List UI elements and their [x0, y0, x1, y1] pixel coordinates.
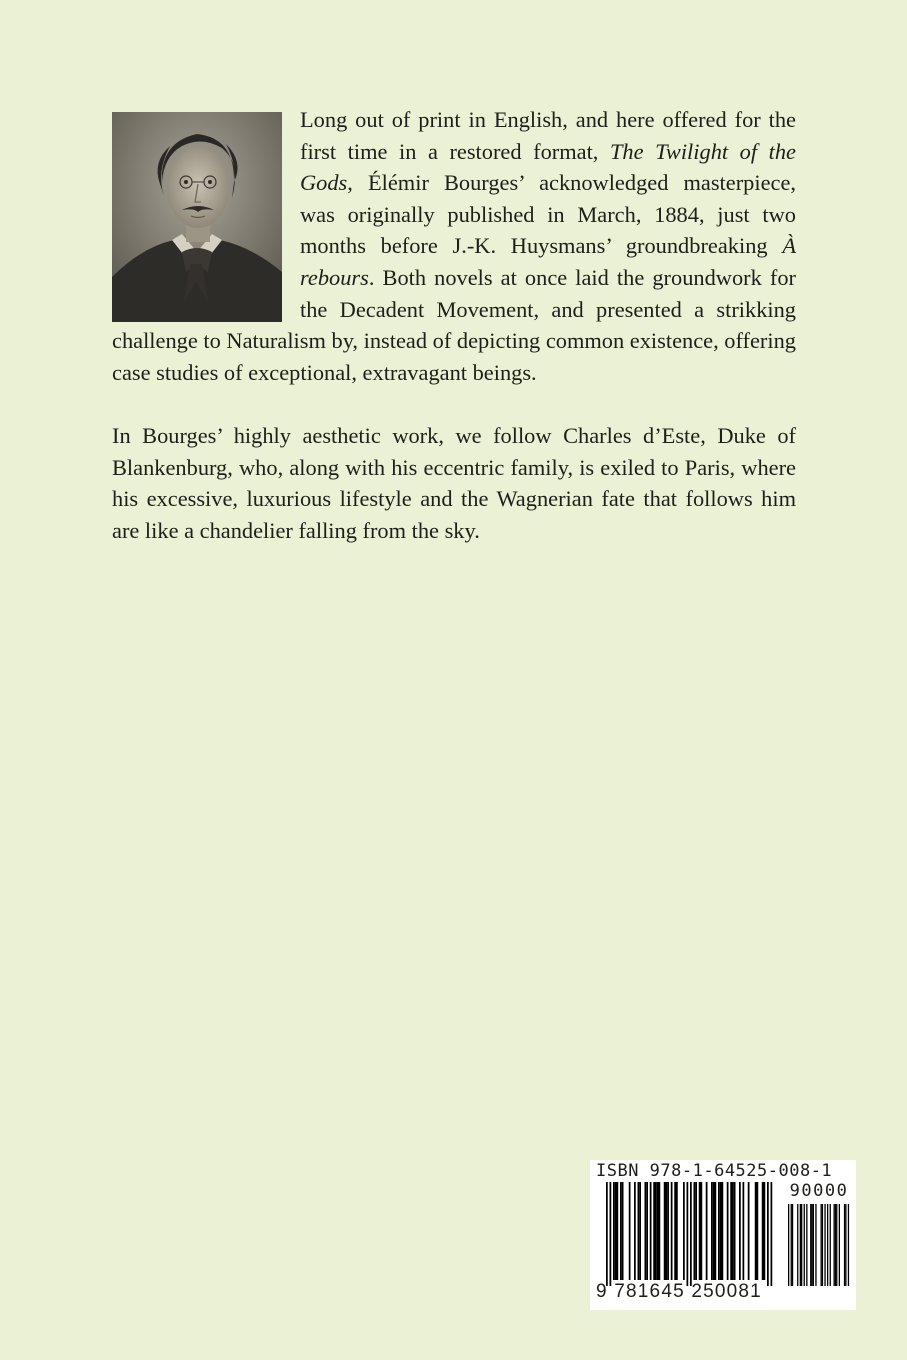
addon-bar [788, 1204, 789, 1286]
barcode-bar [683, 1182, 685, 1280]
addon-bar [813, 1204, 814, 1286]
addon-bar [836, 1204, 837, 1286]
barcode-bar [739, 1182, 741, 1280]
barcode-bar [718, 1182, 720, 1280]
barcode-bar [757, 1182, 759, 1280]
addon-bar [834, 1204, 835, 1286]
addon-bar [801, 1204, 802, 1286]
portrait-spacer [112, 104, 282, 318]
barcode-bar [730, 1182, 732, 1280]
barcode-bar [695, 1182, 697, 1280]
barcode-bar [699, 1182, 701, 1280]
barcode-bar [610, 1182, 612, 1286]
addon-bar [822, 1204, 823, 1286]
barcode-bar [720, 1182, 722, 1280]
barcode-bar [722, 1182, 724, 1280]
barcode-bar [690, 1182, 692, 1286]
barcode-bar [755, 1182, 757, 1280]
barcode-bar [734, 1182, 736, 1280]
barcode-bar [653, 1182, 655, 1280]
barcode-bar [743, 1182, 745, 1280]
barcode-bar [639, 1182, 641, 1280]
barcode-bar [727, 1182, 729, 1280]
barcode-bar [638, 1182, 640, 1280]
addon-bar [810, 1204, 811, 1286]
addon-bar [797, 1204, 798, 1286]
barcode-bar [622, 1182, 624, 1280]
barcode-bar [694, 1182, 696, 1280]
addon-bar [845, 1204, 846, 1286]
addon-bar [804, 1204, 805, 1286]
barcode-bar [617, 1182, 619, 1280]
addon-bar [844, 1204, 845, 1286]
barcode-bar [706, 1182, 708, 1280]
barcode-bar [666, 1182, 668, 1280]
barcode-bar [674, 1182, 676, 1280]
barcode-bar [613, 1182, 615, 1280]
blurb-p1-b: , Élémir Bourges’ acknowledged masterpiece, was originally published in March, 1884, just two months before J.-K. Huysmans’ groundbreaking [300, 170, 796, 259]
huysmans-title: À rebours [300, 233, 796, 290]
barcode-bar [650, 1182, 652, 1280]
barcode-bar [676, 1182, 678, 1280]
barcode-bar [771, 1182, 773, 1286]
barcode-bar [629, 1182, 631, 1280]
barcode-bar [687, 1182, 689, 1286]
addon-bar [792, 1204, 793, 1286]
barcode-bar [615, 1182, 617, 1280]
addon-bar [830, 1204, 831, 1286]
barcode-bar [659, 1182, 661, 1280]
addon-bar [806, 1204, 807, 1286]
barcode-bar [762, 1182, 764, 1280]
blurb-paragraph-1 [112, 104, 796, 388]
blurb-paragraph-2: In Bourges’ highly aesthetic work, we follow Charles d’Este, Duke of Blankenburg, who, along with his eccentric family, is exiled to Paris, where his excessive, luxurious lifestyle and the Wagnerian fate that follows him are like a chandelier falling from the sky. [112, 422, 796, 543]
ean-number: 9 781645 250081 [596, 1281, 762, 1302]
addon-bar [800, 1204, 801, 1286]
addon-bar [839, 1204, 840, 1286]
barcode-bar [701, 1182, 703, 1280]
barcode-bar [671, 1182, 673, 1280]
addon-bar [811, 1204, 812, 1286]
blurb-p1-c: . Both novels at once laid the groundwork for the Decadent Movement, and presented a strikking challenge to Naturalism by, instead of depicting common existence, offering case studies of exceptional, extravagant beings. [112, 264, 796, 385]
addon-bar [815, 1204, 816, 1286]
barcode-bar [667, 1182, 669, 1280]
barcode-bar [646, 1182, 648, 1280]
barcode-bar [715, 1182, 717, 1280]
barcode-bar [664, 1182, 666, 1280]
barcode-bar [748, 1182, 750, 1280]
barcode-bar [655, 1182, 657, 1280]
blurb-p1-a: Long out of print in English, and here offered for the first time in a restored format, [300, 107, 796, 164]
isbn-label: ISBN 978-1-64525-008-1 [596, 1161, 833, 1181]
barcode-bar [634, 1182, 636, 1280]
blurb [112, 104, 796, 546]
barcode-bar [713, 1182, 715, 1280]
addon-bar [835, 1204, 836, 1286]
addon-bar [824, 1204, 825, 1286]
addon-number: 90000 [789, 1181, 849, 1201]
barcode-bar [657, 1182, 659, 1280]
book-title: The Twilight of the Gods [300, 138, 796, 196]
isbn-barcode [590, 1160, 856, 1310]
addon-bar [821, 1204, 822, 1286]
barcode-bar [764, 1182, 766, 1280]
barcode-bar [645, 1182, 647, 1280]
addon-bar [827, 1204, 828, 1286]
barcode-bar [711, 1182, 713, 1280]
addon-bar [848, 1204, 849, 1286]
addon-bar [791, 1204, 792, 1286]
barcode-bar [606, 1182, 608, 1286]
barcode-bar [767, 1182, 769, 1286]
barcode-bar [620, 1182, 622, 1280]
barcode-bar [732, 1182, 734, 1280]
